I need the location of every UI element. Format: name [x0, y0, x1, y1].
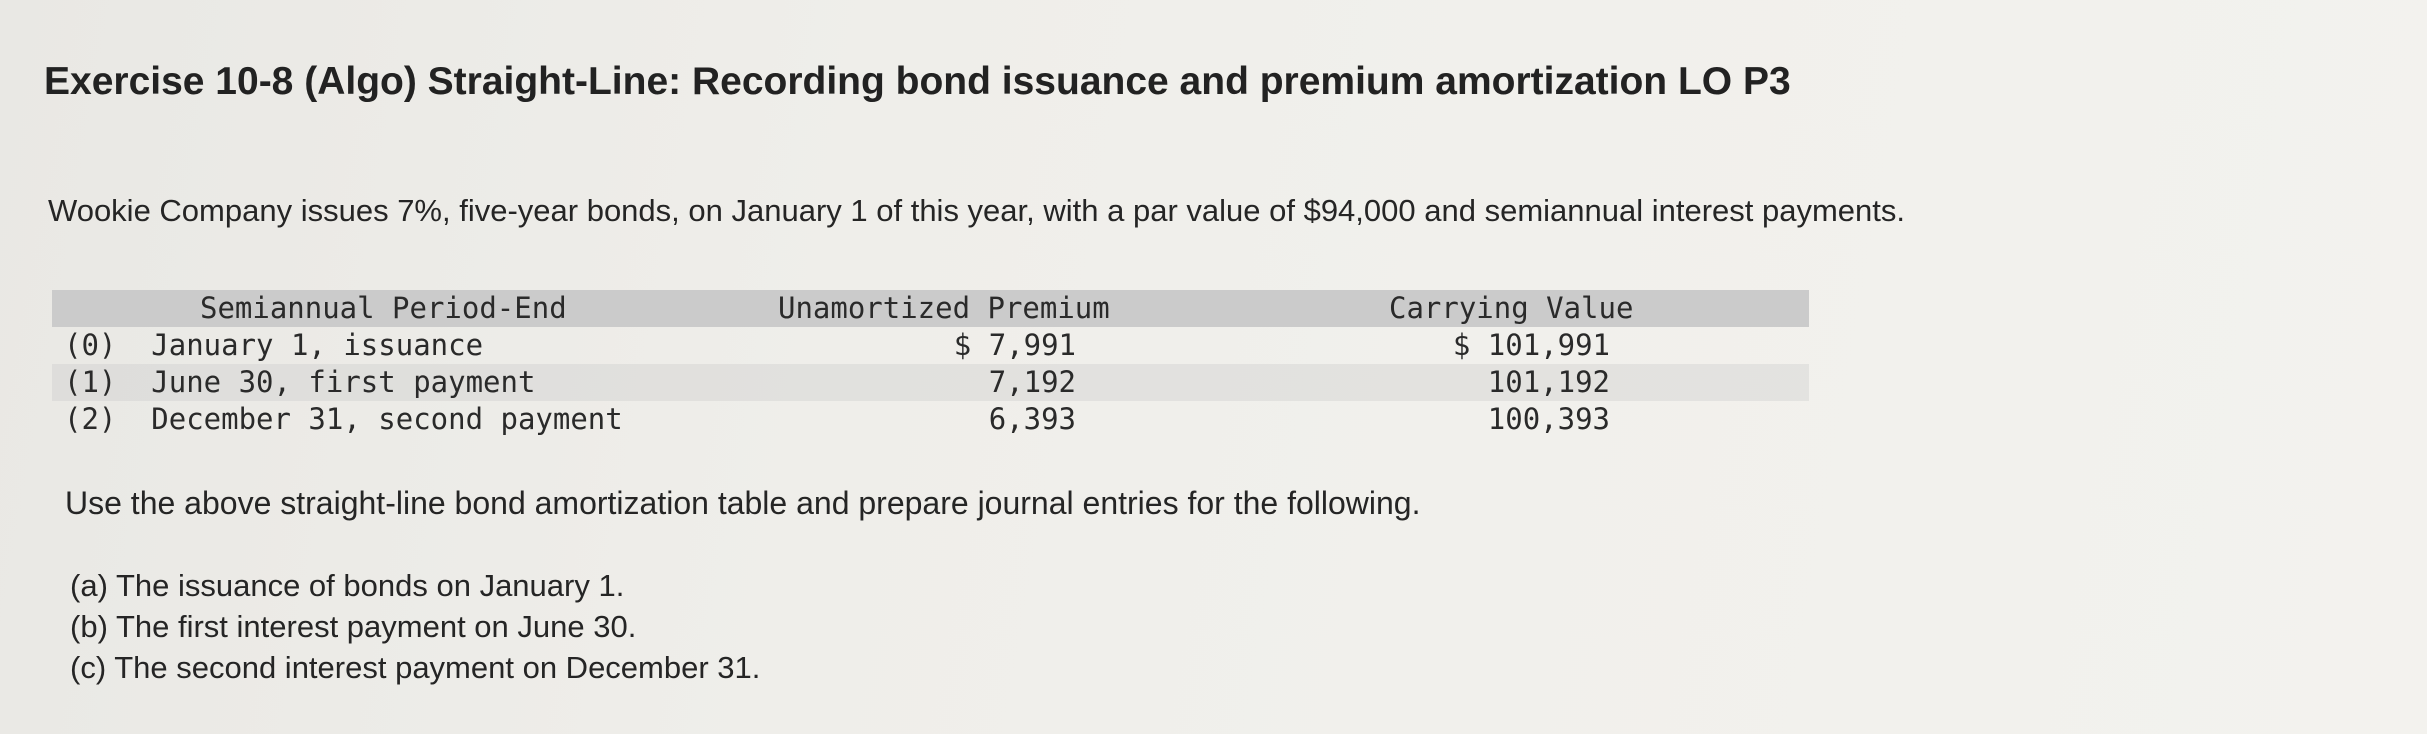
- period-cell: (0) January 1, issuance: [64, 328, 484, 362]
- exercise-title: Exercise 10-8 (Algo) Straight-Line: Recording bond issuance and premium amortization LO P3: [44, 60, 1791, 103]
- carrying-value-cell: 100,393: [1487, 402, 1610, 436]
- table-row: [52, 327, 1809, 364]
- header-carrying-value: Carrying Value: [1389, 291, 1634, 325]
- header-semiannual-period-end: Semiannual Period-End: [200, 291, 567, 325]
- table-row: [52, 364, 1809, 401]
- part-b: (b) The first interest payment on June 30.: [70, 609, 637, 644]
- premium-cell: 7,192: [988, 365, 1076, 399]
- period-cell: (1) June 30, first payment: [64, 365, 536, 399]
- period-cell: (2) December 31, second payment: [64, 402, 623, 436]
- instruction-text: Use the above straight-line bond amortization table and prepare journal entries for the following.: [65, 485, 1421, 521]
- part-a: (a) The issuance of bonds on January 1.: [70, 568, 625, 603]
- table-row: [52, 401, 1809, 438]
- parts-list: [70, 565, 760, 688]
- header-unamortized-premium: Unamortized Premium: [778, 291, 1110, 325]
- carrying-value-cell: 101,192: [1487, 365, 1610, 399]
- problem-intro: Wookie Company issues 7%, five-year bonds, on January 1 of this year, with a par value of $94,000 and semiannual interest payments.: [48, 193, 1906, 228]
- premium-cell: $ 7,991: [953, 328, 1076, 362]
- premium-cell: 6,393: [988, 402, 1076, 436]
- part-c: (c) The second interest payment on December 31.: [70, 650, 761, 685]
- carrying-value-cell: $ 101,991: [1452, 328, 1610, 362]
- amortization-table: [52, 290, 1809, 438]
- table-header-row: [52, 290, 1809, 327]
